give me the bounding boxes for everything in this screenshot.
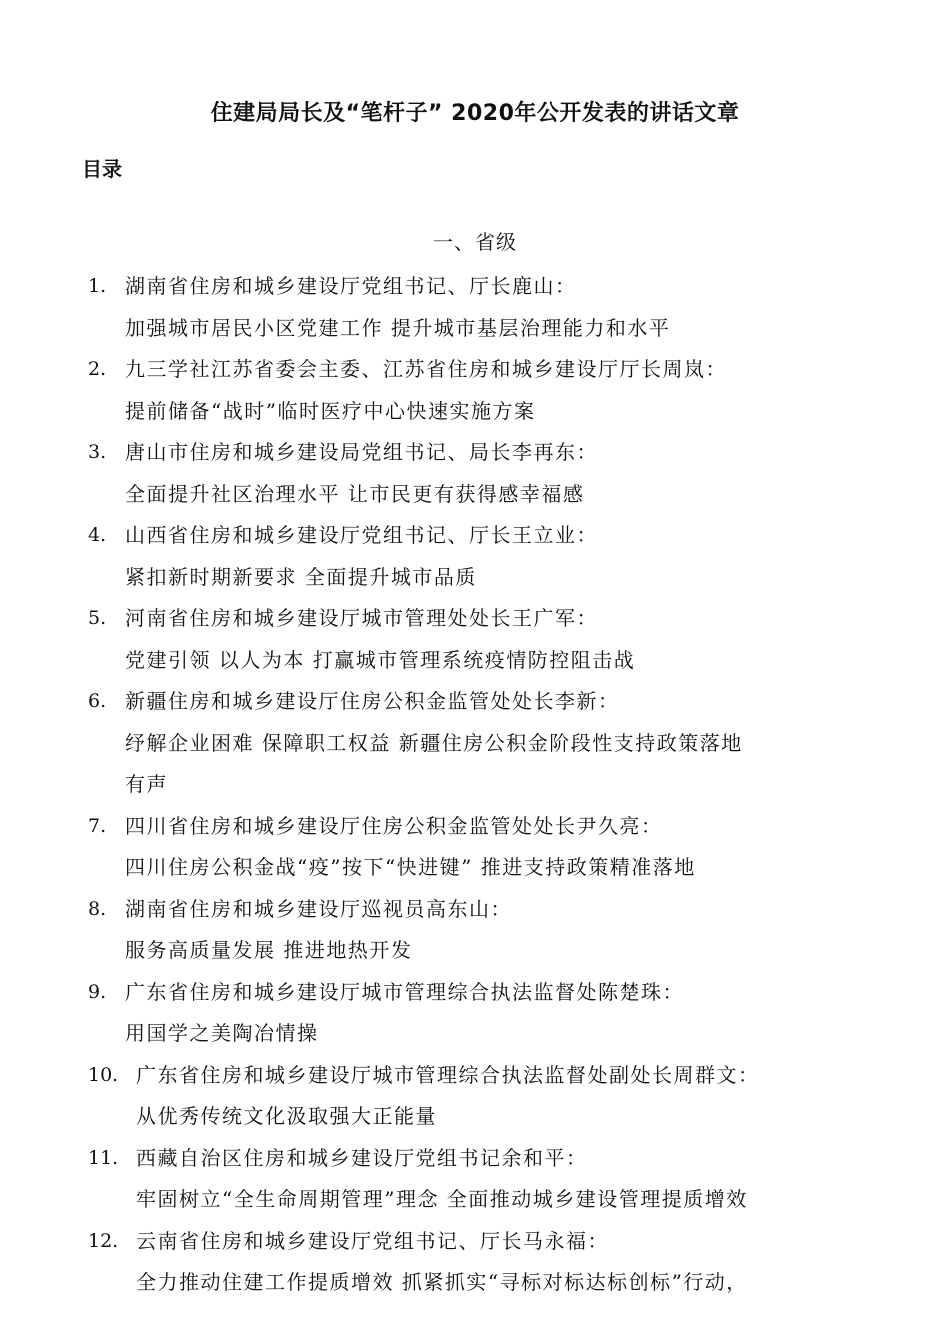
entry-article-title: 全面提升社区治理水平 让市民更有获得感幸福感 (125, 481, 585, 506)
toc-entry (0, 515, 950, 598)
entry-article-title: 有声 (125, 772, 168, 796)
entry-number: 2. (88, 358, 107, 380)
toc-entry (0, 432, 950, 515)
toc-entry (0, 598, 950, 681)
entry-number: 3. (88, 441, 107, 463)
toc-entry (0, 806, 950, 889)
entry-number: 6. (88, 690, 107, 712)
entry-number: 10. (88, 1063, 119, 1086)
entry-author: 湖南省住房和城乡建设厅党组书记、厅长鹿山： (125, 274, 577, 298)
entry-number: 11. (88, 1146, 119, 1169)
entry-author: 新疆住房和城乡建设厅住房公积金监管处处长李新： (125, 689, 620, 713)
entry-author: 广东省住房和城乡建设厅城市管理综合执法监督处陈楚珠： (125, 979, 684, 1004)
entry-number: 12. (88, 1229, 119, 1252)
entry-number: 8. (88, 897, 107, 920)
entry-author: 广东省住房和城乡建设厅城市管理综合执法监督处副处长周群文： (136, 1062, 760, 1087)
entry-author: 山西省住房和城乡建设厅党组书记、厅长王立业： (125, 523, 598, 547)
entry-number: 5. (88, 607, 107, 629)
entry-number: 1. (88, 275, 107, 297)
entry-author: 唐山市住房和城乡建设局党组书记、局长李再东： (125, 440, 598, 464)
toc-entry (0, 349, 950, 432)
entry-article-title: 服务高质量发展 推进地热开发 (125, 938, 413, 962)
entry-article-title: 全力推动住建工作提质增效 抓紧抓实“寻标对标达标创标”行动， (136, 1270, 748, 1294)
entry-author: 河南省住房和城乡建设厅城市管理处处长王广军： (125, 606, 598, 630)
document-title: 住建局局长及“笔杆子” 2020年公开发表的讲话文章 (210, 101, 740, 126)
entry-article-title: 用国学之美陶冶情操 (125, 1021, 319, 1045)
toc-entry (0, 1221, 950, 1304)
toc-entry (0, 681, 950, 806)
toc-entry (0, 266, 950, 349)
toc-entry-list (0, 266, 950, 1304)
entry-article-title: 加强城市居民小区党建工作 提升城市基层治理能力和水平 (125, 315, 671, 340)
entry-article-title: 紧扣新时期新要求 全面提升城市品质 (125, 564, 477, 589)
entry-article-title: 提前储备“战时”临时医疗中心快速实施方案 (125, 398, 536, 423)
entry-author: 西藏自治区住房和城乡建设厅党组书记余和平： (136, 1145, 588, 1170)
entry-article-title: 牢固树立“全生命周期管理”理念 全面推动城乡建设管理提质增效 (136, 1187, 748, 1211)
section-heading: 一、省级 (433, 230, 517, 254)
toc-entry (0, 972, 950, 1055)
entry-author: 九三学社江苏省委会主委、江苏省住房和城乡建设厅厅长周岚： (125, 357, 727, 381)
toc-entry (0, 1055, 950, 1138)
toc-entry (0, 889, 950, 972)
entry-number: 9. (88, 980, 107, 1003)
entry-author: 湖南省住房和城乡建设厅巡视员高东山： (125, 896, 512, 921)
entry-author: 四川省住房和城乡建设厅住房公积金监管处处长尹久亮： (125, 813, 663, 838)
entry-author: 云南省住房和城乡建设厅党组书记、厅长马永福： (136, 1228, 609, 1253)
entry-article-title: 从优秀传统文化汲取强大正能量 (136, 1104, 437, 1128)
entry-number: 4. (88, 524, 107, 546)
entry-article-title: 纾解企业困难 保障职工权益 新疆住房公积金阶段性支持政策落地 (125, 730, 743, 755)
toc-heading: 目录 (82, 157, 122, 181)
entry-article-title: 四川住房公积金战“疫”按下“快进键” 推进支持政策精准落地 (125, 855, 696, 879)
entry-number: 7. (88, 814, 107, 837)
entry-article-title: 党建引领 以人为本 打赢城市管理系统疫情防控阻击战 (125, 647, 636, 672)
toc-entry (0, 1138, 950, 1221)
